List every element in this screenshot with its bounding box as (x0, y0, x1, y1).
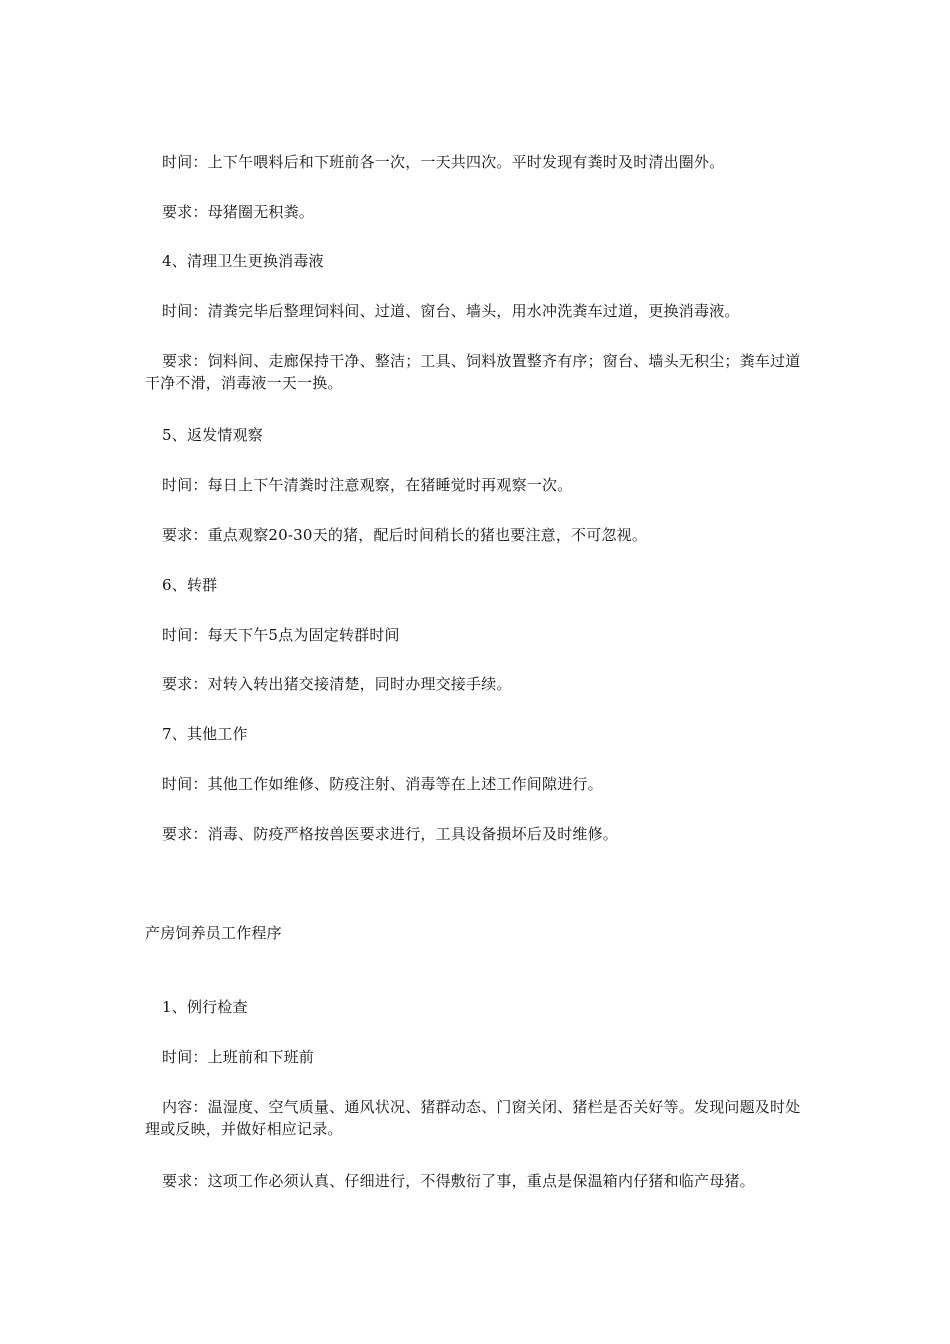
paragraph-requirement-cleaning: 要求：饲料间、走廊保持干净、整洁；工具、饲料放置整齐有序；窗台、墙头无积尘；粪车过道干净不滑，消毒液一天一换。 (145, 352, 801, 392)
paragraph-time-estrus: 时间：每日上下午清粪时注意观察，在猪睡觉时再观察一次。 (162, 476, 573, 494)
section-heading-1: 1、例行检查 (162, 998, 248, 1016)
paragraph-requirement-estrus: 要求：重点观察20-30天的猪，配后时间稍长的猪也要注意，不可忽视。 (162, 526, 648, 544)
paragraph-content-inspection: 内容：温湿度、空气质量、通风状况、猪群动态、门窗关闭、猪栏是否关好等。发现问题及时处理或反映，并做好相应记录。 (145, 1098, 801, 1138)
paragraph-time-cleaning: 时间：清粪完毕后整理饲料间、过道、窗台、墙头，用水冲洗粪车过道，更换消毒液。 (162, 302, 740, 320)
section-heading-4: 4、清理卫生更换消毒液 (162, 252, 324, 270)
paragraph-requirement-transfer: 要求：对转入转出猪交接清楚，同时办理交接手续。 (162, 675, 512, 693)
paragraph-time-inspection: 时间：上班前和下班前 (162, 1048, 315, 1066)
paragraph-requirement-other: 要求：消毒、防疫严格按兽医要求进行，工具设备损坏后及时维修。 (162, 825, 619, 843)
section-heading-5: 5、返发情观察 (162, 426, 263, 444)
section-heading-7: 7、其他工作 (162, 725, 248, 743)
paragraph-time-feeding: 时间：上下午喂料后和下班前各一次，一天共四次。平时发现有粪时及时清出圈外。 (162, 153, 725, 171)
section-title-farrowing: 产房饲养员工作程序 (145, 924, 282, 942)
paragraph-requirement-inspection: 要求：这项工作必须认真、仔细进行，不得敷衍了事，重点是保温箱内仔猪和临产母猪。 (162, 1172, 755, 1190)
paragraph-time-transfer: 时间：每天下午5点为固定转群时间 (162, 626, 400, 644)
paragraph-requirement-no-manure: 要求：母猪圈无积粪。 (162, 203, 315, 221)
paragraph-time-other: 时间：其他工作如维修、防疫注射、消毒等在上述工作间隙进行。 (162, 775, 603, 793)
section-heading-6: 6、转群 (162, 576, 218, 594)
